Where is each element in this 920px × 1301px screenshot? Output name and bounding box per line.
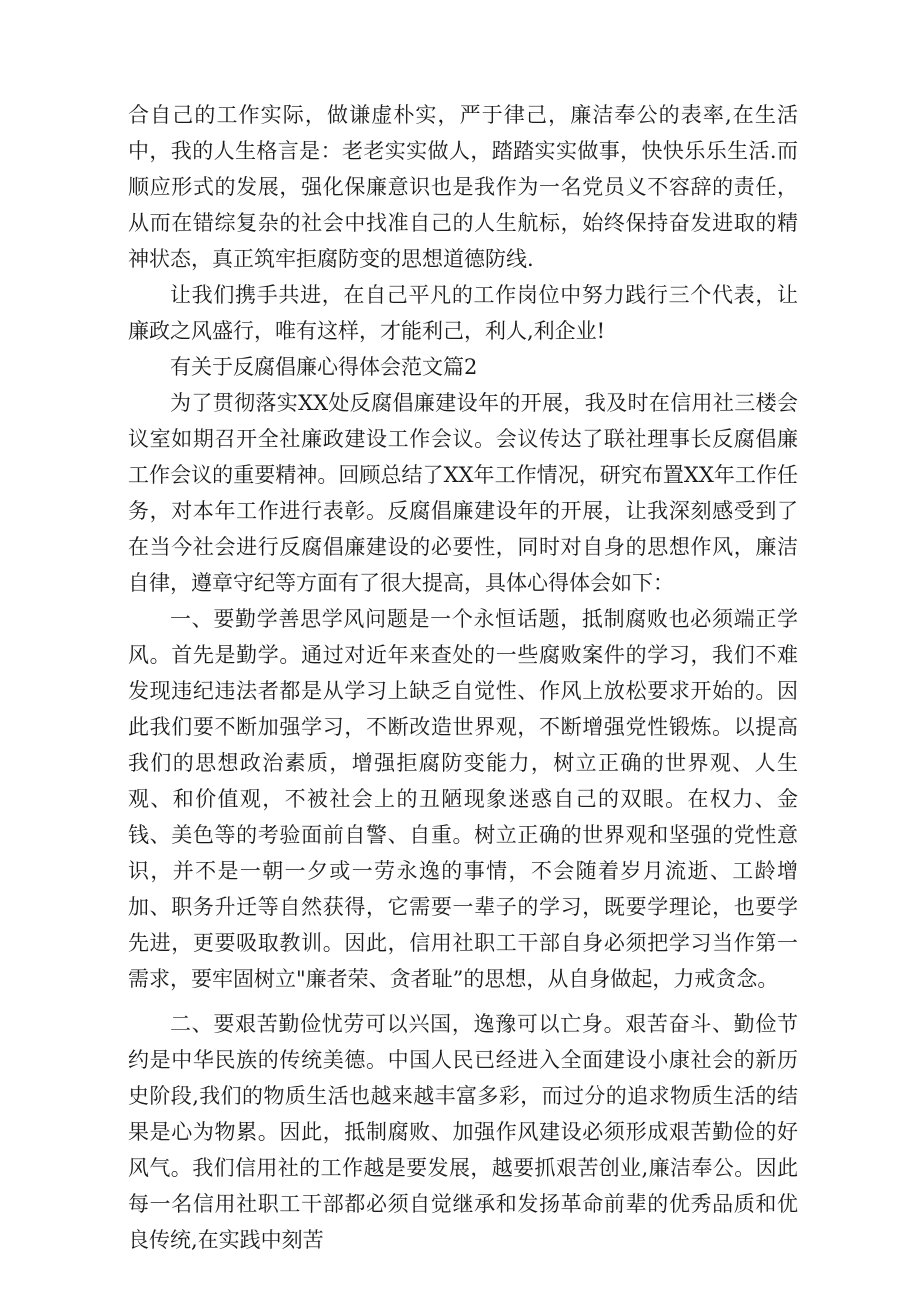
paragraph-continuation: 合自己的工作实际，做谦虚朴实，严于律己，廉洁奉公的表率,在生活中，我的人生格言是：老老实实做人，踏踏实实做事，快快乐乐生活.而顺应形式的发展，强化保廉意识也是我作为一名党员义不容辞的责任，从而在错综复杂的社会中找准自己的人生航标，始终保持奋发进取的精神状态，真正筑牢拒腐防变的思想道德防线.	[128, 103, 798, 271]
paragraph-point-one: 一、要勤学善思学风问题是一个永恒话题，抵制腐败也必须端正学风。首先是勤学。通过对近年来查处的一些腐败案件的学习，我们不难发现违纪违法者都是从学习上缺乏自觉性、作风上放松要求开始的。因此我们要不断加强学习，不断改造世界观，不断增强党性锻炼。以提高我们的思想政治素质，增强拒腐防变能力，树立正确的世界观、人生观、和价值观，不被社会上的丑陋现象迷惑自己的双眼。在权力、金钱、美色等的考验面前自警、自重。树立正确的世界观和坚强的党性意识，并不是一朝一夕或一劳永逸的事情，不会随着岁月流逝、工龄增加、职务升迁等自然获得，它需要一辈子的学习，既要学理论，也要学先进，更要吸取教训。因此，信用社职工干部自身必须把学习当作第一需求，要牢固树立"廉者荣、贪者耻”的思想，从自身做起，力戒贪念。	[128, 607, 798, 991]
paragraph-closing-call: 让我们携手共进，在自己平凡的工作岗位中努力践行三个代表，让廉政之风盛行，唯有这样，才能利己，利人,利企业!	[128, 283, 798, 343]
paragraph-point-two: 二、要艰苦勤俭忧劳可以兴国，逸豫可以亡身。艰苦奋斗、勤俭节约是中华民族的传统美德。中国人民已经进入全面建设小康社会的新历史阶段,我们的物质生活也越来越丰富多彩，而过分的追求物质生活的结果是心为物累。因此，抵制腐败、加强作风建设必须形成艰苦勤俭的好风气。我们信用社的工作越是要发展，越要抓艰苦创业,廉洁奉公。因此每一名信用社职工干部都必须自觉继承和发扬革命前辈的优秀品质和优良传统,在实践中刻苦	[128, 1012, 798, 1252]
document-body	[128, 97, 798, 1258]
paragraph-intro: 为了贯彻落实XX处反腐倡廉建设年的开展，我及时在信用社三楼会议室如期召开全社廉政建设工作会议。会议传达了联社理事长反腐倡廉工作会议的重要精神。回顾总结了XX年工作情况，研究布置XX年工作任务，对本年工作进行表彰。反腐倡廉建设年的开展，让我深刻感受到了在当今社会进行反腐倡廉建设的必要性，同时对自身的思想作风，廉洁自律，遵章守纪等方面有了很大提高，具体心得体会如下：	[128, 391, 798, 595]
section-heading: 有关于反腐倡廉心得体会范文篇2	[170, 355, 478, 379]
